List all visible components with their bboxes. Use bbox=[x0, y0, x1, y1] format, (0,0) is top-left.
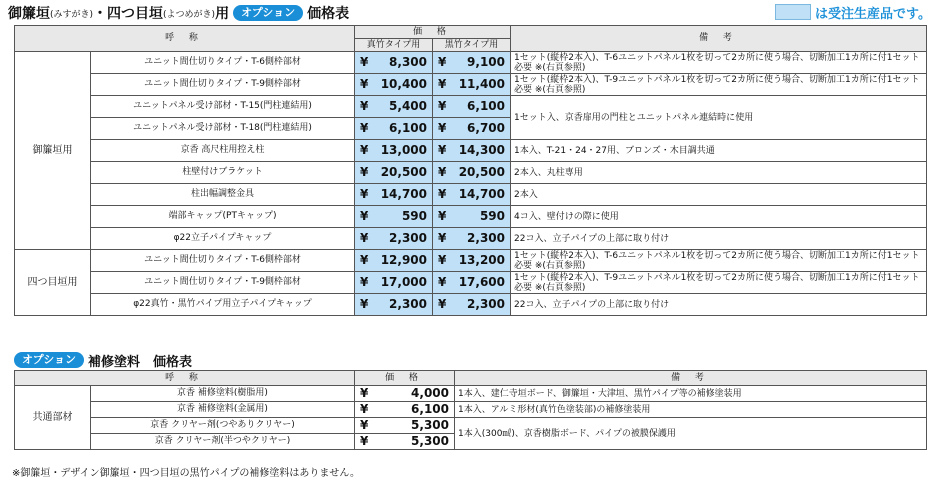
option-badge-2: オプション bbox=[14, 352, 84, 368]
price-madake-value bbox=[360, 189, 427, 200]
yen-sign: ¥ bbox=[360, 231, 369, 245]
table-row bbox=[15, 294, 927, 316]
table-row bbox=[15, 250, 927, 272]
title-misugaki: 御簾垣 bbox=[8, 6, 50, 22]
table-row bbox=[15, 52, 927, 74]
table-row bbox=[15, 184, 927, 206]
price-kurotake-value bbox=[438, 123, 505, 134]
price bbox=[355, 434, 455, 450]
price-madake-value bbox=[360, 123, 427, 134]
legend-swatch bbox=[775, 4, 811, 20]
yen-sign: ¥ bbox=[438, 187, 447, 201]
t2-header-price: 価 格 bbox=[355, 371, 455, 386]
table-row bbox=[15, 74, 927, 96]
price-kurotake bbox=[433, 162, 511, 184]
item-note: 1セット入、京香扉用の門柱とユニットパネル連結時に使用 bbox=[511, 96, 927, 140]
category-cell: 御簾垣用 bbox=[15, 52, 91, 250]
item-note: 1セット(縦枠2本入)、T-9ユニットパネル1枚を切って2カ所に使う場合、切断加工1カ所に付1セット必要 ※(右頁参照) bbox=[511, 74, 927, 96]
item-name: 京香 クリヤー剤(半つやクリヤー) bbox=[91, 434, 355, 450]
title-yo: 用 bbox=[215, 6, 230, 22]
yen-sign: ¥ bbox=[360, 253, 369, 267]
yen-sign: ¥ bbox=[360, 165, 369, 179]
item-name: ユニット間仕切りタイプ・T-6側枠部材 bbox=[91, 52, 355, 74]
price-madake bbox=[355, 118, 433, 140]
price bbox=[355, 386, 455, 402]
price-madake-value bbox=[360, 57, 427, 68]
price-amount: 13,000 bbox=[380, 143, 427, 157]
price bbox=[355, 402, 455, 418]
price-kurotake bbox=[433, 184, 511, 206]
table-row bbox=[15, 96, 927, 118]
price bbox=[355, 418, 455, 434]
price-madake bbox=[355, 74, 433, 96]
yen-sign: ¥ bbox=[438, 77, 447, 91]
price-amount: 17,600 bbox=[458, 275, 505, 289]
section2-heading: 補修塗料 価格表 bbox=[88, 354, 193, 370]
price-amount: 5,300 bbox=[411, 434, 449, 448]
item-note: 22コ入、立子パイプの上部に取り付け bbox=[511, 294, 927, 316]
t2-header-name: 呼 称 bbox=[15, 371, 355, 386]
price-kurotake-value bbox=[438, 255, 505, 266]
yen-sign: ¥ bbox=[360, 418, 369, 432]
price-madake-value bbox=[360, 277, 427, 288]
price-amount: 8,300 bbox=[389, 55, 427, 69]
price-kurotake-value bbox=[438, 299, 505, 310]
price-kurotake-value bbox=[438, 233, 505, 244]
price-amount: 5,400 bbox=[389, 99, 427, 113]
item-name: 柱壁付けブラケット bbox=[91, 162, 355, 184]
price-amount: 2,300 bbox=[467, 297, 505, 311]
price-madake-value bbox=[360, 145, 427, 156]
item-name: φ22真竹・黒竹パイプ用立子パイプキャップ bbox=[91, 294, 355, 316]
price-kurotake bbox=[433, 250, 511, 272]
table-row bbox=[15, 162, 927, 184]
item-name: ユニット間仕切りタイプ・T-9側枠部材 bbox=[91, 272, 355, 294]
price-kurotake-value bbox=[438, 167, 505, 178]
item-name: 端部キャップ(PTキャップ) bbox=[91, 206, 355, 228]
price-amount: 4,000 bbox=[411, 386, 449, 400]
item-name: ユニットパネル受け部材・T-18(門柱連結用) bbox=[91, 118, 355, 140]
title-yotsumegaki: 四つ目垣 bbox=[107, 6, 164, 22]
yen-sign: ¥ bbox=[360, 187, 369, 201]
item-name: 京香 高尺柱用控え柱 bbox=[91, 140, 355, 162]
table-row bbox=[15, 386, 927, 402]
item-name: ユニット間仕切りタイプ・T-9側枠部材 bbox=[91, 74, 355, 96]
item-note: 1セット(縦枠2本入)、T-6ユニットパネル1枚を切って2カ所に使う場合、切断加工1カ所に付1セット必要 ※(右頁参照) bbox=[511, 250, 927, 272]
yen-sign: ¥ bbox=[360, 386, 369, 400]
price-amount: 590 bbox=[401, 209, 427, 223]
legend bbox=[775, 3, 931, 21]
yen-sign: ¥ bbox=[438, 121, 447, 135]
price-kurotake bbox=[433, 74, 511, 96]
price-madake bbox=[355, 250, 433, 272]
price-amount: 9,100 bbox=[467, 55, 505, 69]
title-misugaki-reading: (みすがき) bbox=[50, 9, 94, 20]
price-kurotake bbox=[433, 118, 511, 140]
yen-sign: ¥ bbox=[438, 55, 447, 69]
price-value bbox=[360, 420, 449, 431]
price-kurotake-value bbox=[438, 277, 505, 288]
item-name: 京香 補修塗料(樹脂用) bbox=[91, 386, 355, 402]
category-cell: 四つ目垣用 bbox=[15, 250, 91, 316]
price-madake bbox=[355, 52, 433, 74]
page-title bbox=[8, 2, 349, 24]
price-amount: 10,400 bbox=[380, 77, 427, 91]
table-row bbox=[15, 228, 927, 250]
price-amount: 2,300 bbox=[389, 231, 427, 245]
price-value bbox=[360, 436, 449, 447]
item-note: 1本入、T-21・24・27用、ブロンズ・木目調共通 bbox=[511, 140, 927, 162]
price-kurotake-value bbox=[438, 79, 505, 90]
price-madake-value bbox=[360, 167, 427, 178]
price-madake-value bbox=[360, 79, 427, 90]
yen-sign: ¥ bbox=[438, 253, 447, 267]
price-amount: 13,200 bbox=[458, 253, 505, 267]
price-madake-value bbox=[360, 299, 427, 310]
price-amount: 2,300 bbox=[467, 231, 505, 245]
price-amount: 17,000 bbox=[380, 275, 427, 289]
yen-sign: ¥ bbox=[360, 209, 369, 223]
table-row bbox=[15, 272, 927, 294]
footnote: ※御簾垣・デザイン御簾垣・四つ目垣の黒竹パイプの補修塗料はありません。 bbox=[12, 468, 360, 479]
price-madake bbox=[355, 294, 433, 316]
price-kurotake-value bbox=[438, 57, 505, 68]
price-kurotake-value bbox=[438, 145, 505, 156]
item-note: 1本入(300㎖)、京香樹脂ボード、パイプの被膜保護用 bbox=[455, 418, 927, 450]
yen-sign: ¥ bbox=[360, 121, 369, 135]
price-madake bbox=[355, 140, 433, 162]
price-amount: 6,100 bbox=[411, 402, 449, 416]
item-name: φ22立子パイプキャップ bbox=[91, 228, 355, 250]
table-row bbox=[15, 418, 927, 434]
price-amount: 20,500 bbox=[380, 165, 427, 179]
price-kurotake bbox=[433, 52, 511, 74]
price-table-paint bbox=[14, 370, 927, 450]
price-amount: 5,300 bbox=[411, 418, 449, 432]
price-madake bbox=[355, 272, 433, 294]
price-kurotake bbox=[433, 96, 511, 118]
price-kurotake bbox=[433, 272, 511, 294]
item-name: 京香 クリヤー剤(つやありクリヤー) bbox=[91, 418, 355, 434]
price-madake-value bbox=[360, 255, 427, 266]
price-amount: 20,500 bbox=[458, 165, 505, 179]
yen-sign: ¥ bbox=[438, 209, 447, 223]
yen-sign: ¥ bbox=[360, 297, 369, 311]
title-yotsumegaki-reading: (よつめがき) bbox=[163, 9, 216, 20]
header-note: 備 考 bbox=[511, 26, 927, 52]
item-name: ユニットパネル受け部材・T-15(門柱連結用) bbox=[91, 96, 355, 118]
header-price-madake: 真竹タイプ用 bbox=[355, 39, 433, 52]
yen-sign: ¥ bbox=[438, 231, 447, 245]
yen-sign: ¥ bbox=[360, 402, 369, 416]
title-separator: ・ bbox=[93, 6, 108, 22]
category-cell: 共通部材 bbox=[15, 386, 91, 450]
item-note: 1セット(縦枠2本入)、T-6ユニットパネル1枚を切って2カ所に使う場合、切断加工1カ所に付1セット必要 ※(右頁参照) bbox=[511, 52, 927, 74]
header-price-kurotake: 黒竹タイプ用 bbox=[433, 39, 511, 52]
price-amount: 14,700 bbox=[458, 187, 505, 201]
yen-sign: ¥ bbox=[360, 143, 369, 157]
yen-sign: ¥ bbox=[360, 275, 369, 289]
header-name: 呼 称 bbox=[15, 26, 355, 52]
price-amount: 590 bbox=[479, 209, 505, 223]
price-kurotake-value bbox=[438, 101, 505, 112]
price-madake bbox=[355, 206, 433, 228]
price-kurotake bbox=[433, 228, 511, 250]
option-badge: オプション bbox=[233, 5, 303, 21]
yen-sign: ¥ bbox=[360, 434, 369, 448]
t2-header-note: 備 考 bbox=[455, 371, 927, 386]
yen-sign: ¥ bbox=[438, 165, 447, 179]
price-kurotake bbox=[433, 206, 511, 228]
price-kurotake bbox=[433, 140, 511, 162]
price-amount: 2,300 bbox=[389, 297, 427, 311]
price-amount: 12,900 bbox=[380, 253, 427, 267]
price-madake-value bbox=[360, 101, 427, 112]
price-kurotake bbox=[433, 294, 511, 316]
yen-sign: ¥ bbox=[438, 99, 447, 113]
yen-sign: ¥ bbox=[360, 77, 369, 91]
price-amount: 6,700 bbox=[467, 121, 505, 135]
price-madake-value bbox=[360, 211, 427, 222]
yen-sign: ¥ bbox=[438, 275, 447, 289]
item-note: 1セット(縦枠2本入)、T-9ユニットパネル1枚を切って2カ所に使う場合、切断加工1カ所に付1セット必要 ※(右頁参照) bbox=[511, 272, 927, 294]
table-row bbox=[15, 402, 927, 418]
price-table-main bbox=[14, 25, 927, 316]
legend-text: は受注生産品です。 bbox=[815, 6, 931, 22]
yen-sign: ¥ bbox=[360, 99, 369, 113]
price-amount: 14,700 bbox=[380, 187, 427, 201]
item-note: 2本入 bbox=[511, 184, 927, 206]
price-madake bbox=[355, 228, 433, 250]
price-madake bbox=[355, 162, 433, 184]
item-note: 1本入、建仁寺垣ボード、御簾垣・大津垣、黒竹パイプ等の補修塗装用 bbox=[455, 386, 927, 402]
item-note: 4コ入、壁付けの際に使用 bbox=[511, 206, 927, 228]
price-kurotake-value bbox=[438, 211, 505, 222]
item-name: 京香 補修塗料(金属用) bbox=[91, 402, 355, 418]
table-row bbox=[15, 206, 927, 228]
price-value bbox=[360, 388, 449, 399]
price-madake-value bbox=[360, 233, 427, 244]
price-madake bbox=[355, 96, 433, 118]
item-name: ユニット間仕切りタイプ・T-6側枠部材 bbox=[91, 250, 355, 272]
price-kurotake-value bbox=[438, 189, 505, 200]
yen-sign: ¥ bbox=[360, 55, 369, 69]
yen-sign: ¥ bbox=[438, 297, 447, 311]
price-amount: 6,100 bbox=[467, 99, 505, 113]
price-amount: 11,400 bbox=[458, 77, 505, 91]
price-value bbox=[360, 404, 449, 415]
item-note: 1本入、アルミ形材(真竹色塗装部)の補修塗装用 bbox=[455, 402, 927, 418]
item-note: 2本入、丸柱専用 bbox=[511, 162, 927, 184]
price-amount: 14,300 bbox=[458, 143, 505, 157]
header-price: 価 格 bbox=[355, 26, 511, 39]
item-name: 柱出幅調整金具 bbox=[91, 184, 355, 206]
item-note: 22コ入、立子パイプの上部に取り付け bbox=[511, 228, 927, 250]
section2-title bbox=[14, 352, 192, 368]
title-suffix: 価格表 bbox=[307, 6, 350, 22]
price-amount: 6,100 bbox=[389, 121, 427, 135]
table-row bbox=[15, 140, 927, 162]
yen-sign: ¥ bbox=[438, 143, 447, 157]
price-madake bbox=[355, 184, 433, 206]
